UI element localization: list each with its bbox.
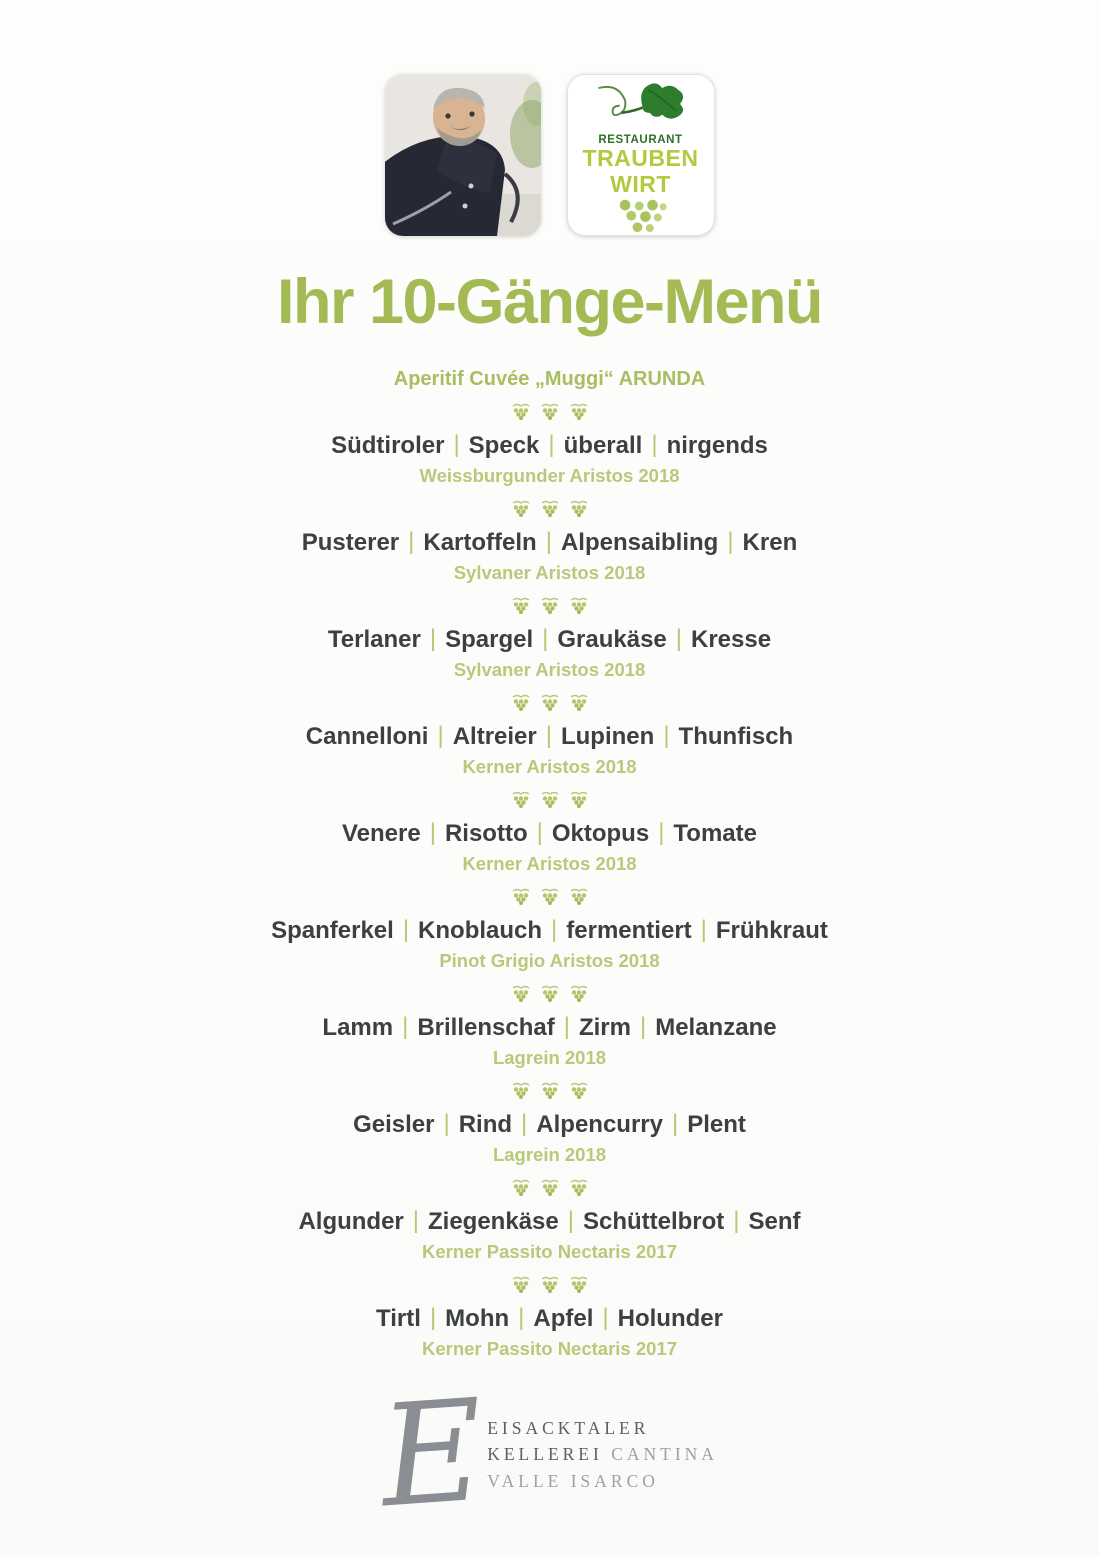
course-item: Plent xyxy=(687,1111,746,1138)
aperitif-line: Aperitif Cuvée „Muggi“ ARUNDA xyxy=(393,368,706,390)
course-item: fermentiert xyxy=(566,917,692,944)
grape-bunch-icon xyxy=(569,500,589,517)
course-item: Südtiroler xyxy=(331,432,445,459)
grape-bunch-icon xyxy=(540,888,560,905)
course-item: Algunder xyxy=(298,1208,404,1235)
course-block xyxy=(0,625,1099,682)
course-item: Frühkraut xyxy=(715,917,828,944)
course-divider: | xyxy=(548,431,555,458)
course-divider: | xyxy=(443,1110,450,1137)
course-divider: | xyxy=(567,1207,574,1234)
grape-bunch-icon xyxy=(569,1082,589,1099)
course-title xyxy=(0,916,1099,946)
course-divider: | xyxy=(563,1013,570,1040)
logo-brand-line1: TRAUBEN xyxy=(582,145,699,172)
course-item: Graukäse xyxy=(557,626,667,653)
course-divider: | xyxy=(658,819,665,846)
wine-pairing: Weissburgunder Aristos 2018 xyxy=(419,465,680,486)
grape-separator xyxy=(0,888,1099,905)
restaurant-logo xyxy=(567,74,715,236)
wine-pairing: Kerner Passito Nectaris 2017 xyxy=(421,1241,678,1262)
grape-bunch-icon xyxy=(540,1276,560,1293)
course-divider: | xyxy=(402,1013,409,1040)
course-divider: | xyxy=(408,528,415,555)
grape-bunch-icon xyxy=(540,597,560,614)
course-divider: | xyxy=(437,722,444,749)
course-block xyxy=(0,819,1099,876)
winery-text xyxy=(487,1415,718,1494)
grape-bunch-icon xyxy=(540,1179,560,1196)
course-title xyxy=(0,819,1099,849)
course-divider: | xyxy=(536,819,543,846)
course-block xyxy=(0,1207,1099,1264)
header xyxy=(0,0,1099,236)
course-title xyxy=(0,722,1099,752)
course-item: überall xyxy=(563,432,643,459)
wine-pairing: Lagrein 2018 xyxy=(492,1047,607,1068)
logo-brand-line2: WIRT xyxy=(610,171,671,198)
winery-line2-light: CANTINA xyxy=(611,1444,718,1465)
vine-leaf-icon xyxy=(579,81,703,132)
course-item: Speck xyxy=(468,432,540,459)
winery-initial: E xyxy=(375,1369,489,1540)
grape-bunch-icon xyxy=(511,1276,531,1293)
course-title xyxy=(0,1304,1099,1334)
course-item: Brillenschaf xyxy=(417,1014,555,1041)
grape-bunch-icon xyxy=(569,694,589,711)
wine-pairing: Kerner Passito Nectaris 2017 xyxy=(421,1338,678,1359)
course-item: Pusterer xyxy=(301,529,400,556)
grape-bunch-icon xyxy=(540,791,560,808)
wine-pairing: Kerner Aristos 2018 xyxy=(462,756,637,777)
course-item: Spanferkel xyxy=(271,917,394,944)
course-divider: | xyxy=(545,528,552,555)
course-divider: | xyxy=(429,1304,437,1331)
grape-separator xyxy=(0,597,1099,614)
course-item: Senf xyxy=(748,1208,801,1235)
course-title xyxy=(0,1013,1099,1043)
course-item: Risotto xyxy=(444,820,528,847)
winery-logo xyxy=(0,1369,1099,1540)
course-item: Oktopus xyxy=(551,820,650,847)
wine-pairing: Lagrein 2018 xyxy=(492,1144,607,1165)
course-block xyxy=(0,431,1099,488)
course-divider: | xyxy=(453,431,460,458)
course-item: Holunder xyxy=(617,1305,723,1332)
course-block xyxy=(0,528,1099,585)
course-title xyxy=(0,431,1099,461)
course-item: Kresse xyxy=(691,626,772,653)
grape-separator xyxy=(0,403,1099,420)
course-item: Tomate xyxy=(673,820,757,847)
course-divider: | xyxy=(671,1110,679,1137)
course-item: Terlaner xyxy=(327,626,421,653)
course-item: Cannelloni xyxy=(305,723,429,750)
wine-pairing: Sylvaner Aristos 2018 xyxy=(453,659,646,680)
course-item: Geisler xyxy=(353,1111,435,1138)
course-divider: | xyxy=(602,1304,609,1331)
course-item: Thunfisch xyxy=(678,723,794,750)
course-item: Ziegenkäse xyxy=(428,1208,559,1235)
grape-bunch-icon xyxy=(540,403,560,420)
course-divider: | xyxy=(429,625,437,652)
course-divider: | xyxy=(700,916,707,943)
course-title xyxy=(0,625,1099,655)
course-divider: | xyxy=(733,1207,740,1234)
course-item: Spargel xyxy=(445,626,534,653)
course-item: Zirm xyxy=(578,1014,631,1041)
course-divider: | xyxy=(663,722,670,749)
grape-bunch-icon xyxy=(569,1179,589,1196)
course-item: Tirtl xyxy=(376,1305,421,1332)
course-title xyxy=(0,528,1099,558)
course-item: Melanzane xyxy=(655,1014,777,1041)
course-title xyxy=(0,1207,1099,1237)
chef-photo-illustration xyxy=(385,74,541,236)
course-divider: | xyxy=(518,1304,525,1331)
course-item: Kren xyxy=(742,529,798,556)
course-item: Alpencurry xyxy=(536,1111,663,1138)
course-item: Rind xyxy=(458,1111,513,1138)
course-item: Mohn xyxy=(445,1305,510,1332)
grape-bunch-icon xyxy=(569,403,589,420)
grape-cluster-icon xyxy=(609,198,673,235)
course-divider: | xyxy=(402,916,410,943)
grape-bunch-icon xyxy=(569,597,589,614)
course-divider: | xyxy=(639,1013,647,1040)
course-divider: | xyxy=(542,625,549,652)
grape-bunch-icon xyxy=(511,888,531,905)
course-item: Kartoffeln xyxy=(423,529,537,556)
grape-separator xyxy=(0,694,1099,711)
logo-restaurant-label: RESTAURANT xyxy=(598,134,683,147)
course-divider: | xyxy=(551,916,558,943)
grape-bunch-icon xyxy=(511,791,531,808)
course-item: Apfel xyxy=(533,1305,594,1332)
grape-bunch-icon xyxy=(511,1179,531,1196)
course-item: Schüttelbrot xyxy=(582,1208,725,1235)
course-divider: | xyxy=(651,431,658,458)
course-divider: | xyxy=(521,1110,528,1137)
wine-pairing: Pinot Grigio Aristos 2018 xyxy=(439,950,660,971)
grape-separator xyxy=(0,1082,1099,1099)
grape-bunch-icon xyxy=(569,1276,589,1293)
course-block xyxy=(0,1013,1099,1070)
grape-bunch-icon xyxy=(540,500,560,517)
course-list xyxy=(0,403,1099,1361)
course-item: Lupinen xyxy=(560,723,655,750)
course-divider: | xyxy=(429,819,436,846)
grape-bunch-icon xyxy=(569,888,589,905)
course-item: Alpensaibling xyxy=(560,529,719,556)
grape-separator xyxy=(0,1276,1099,1293)
grape-bunch-icon xyxy=(511,403,531,420)
grape-separator xyxy=(0,500,1099,517)
grape-separator xyxy=(0,985,1099,1002)
winery-line2 xyxy=(487,1441,718,1467)
grape-bunch-icon xyxy=(540,1082,560,1099)
course-divider: | xyxy=(727,528,734,555)
grape-bunch-icon xyxy=(540,985,560,1002)
course-block xyxy=(0,1110,1099,1167)
course-item: Lamm xyxy=(322,1014,394,1041)
winery-line2-dark: KELLEREI xyxy=(487,1444,603,1465)
wine-pairing: Sylvaner Aristos 2018 xyxy=(453,562,646,583)
grape-bunch-icon xyxy=(511,985,531,1002)
course-title xyxy=(0,1110,1099,1140)
winery-line3: VALLE ISARCO xyxy=(487,1470,659,1491)
course-item: nirgends xyxy=(666,432,768,459)
grape-bunch-icon xyxy=(540,694,560,711)
grape-bunch-icon xyxy=(511,597,531,614)
course-item: Altreier xyxy=(452,723,537,750)
wine-pairing: Kerner Aristos 2018 xyxy=(462,853,637,874)
course-divider: | xyxy=(675,625,682,652)
grape-bunch-icon xyxy=(511,500,531,517)
page-title: Ihr 10-Gänge-Menü xyxy=(276,267,823,337)
course-item: Venere xyxy=(341,820,421,847)
course-block xyxy=(0,722,1099,779)
grape-bunch-icon xyxy=(511,694,531,711)
grape-bunch-icon xyxy=(569,791,589,808)
course-block xyxy=(0,916,1099,973)
winery-line1: EISACKTALER xyxy=(487,1418,650,1439)
course-divider: | xyxy=(412,1207,419,1234)
grape-bunch-icon xyxy=(511,1082,531,1099)
grape-separator xyxy=(0,791,1099,808)
course-block xyxy=(0,1304,1099,1361)
course-divider: | xyxy=(545,722,552,749)
grape-separator xyxy=(0,1179,1099,1196)
chef-photo xyxy=(385,74,541,236)
grape-bunch-icon xyxy=(569,985,589,1002)
course-item: Knoblauch xyxy=(418,917,543,944)
